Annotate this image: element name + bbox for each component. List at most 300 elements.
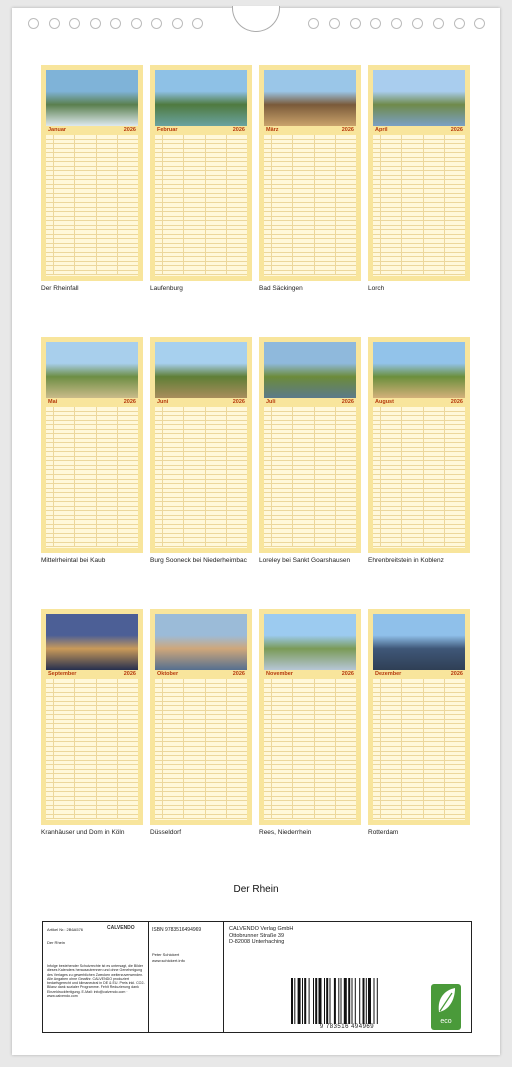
entry-cell (293, 729, 314, 733)
entry-cell (206, 140, 227, 144)
day-cell (264, 783, 272, 787)
entry-cell (206, 171, 227, 175)
month-header (155, 670, 247, 678)
barcode-bar (348, 978, 350, 1024)
entry-cell (293, 770, 314, 774)
entry-cell (75, 756, 96, 760)
entry-cell (402, 262, 423, 266)
month-card-februar (150, 65, 252, 281)
entry-cell (293, 430, 314, 434)
entry-cell (315, 525, 336, 529)
entry-cell (118, 520, 138, 524)
entry-cell (75, 693, 96, 697)
day-cell (46, 697, 54, 701)
entry-cell (272, 761, 293, 765)
entry-cell (75, 525, 96, 529)
day-cell (373, 149, 381, 153)
entry-cell (54, 407, 75, 411)
entry-cell (184, 470, 205, 474)
entry-cell (163, 171, 184, 175)
entry-cell (272, 688, 293, 692)
entry-cell (293, 266, 314, 270)
entry-cell (424, 507, 445, 511)
entry-cell (445, 266, 465, 270)
entry-cell (424, 693, 445, 697)
planner-grid (46, 135, 138, 276)
entry-cell (97, 457, 118, 461)
entry-cell (75, 248, 96, 252)
entry-cell (54, 720, 75, 724)
day-row (373, 271, 465, 276)
entry-cell (206, 212, 227, 216)
entry-cell (163, 167, 184, 171)
day-cell (155, 702, 163, 706)
entry-cell (206, 738, 227, 742)
entry-cell (272, 189, 293, 193)
entry-cell (424, 257, 445, 261)
binding-hole (28, 18, 39, 29)
entry-cell (75, 815, 96, 819)
day-cell (155, 543, 163, 547)
entry-cell (75, 239, 96, 243)
day-cell (264, 484, 272, 488)
entry-cell (445, 171, 465, 175)
entry-cell (118, 498, 138, 502)
day-cell (373, 797, 381, 801)
entry-cell (272, 684, 293, 688)
entry-cell (402, 688, 423, 692)
entry-cell (206, 239, 227, 243)
barcode-bar (366, 978, 367, 1024)
month-header (264, 398, 356, 406)
entry-cell (445, 724, 465, 728)
entry-cell (336, 203, 356, 207)
entry-cell (445, 498, 465, 502)
day-cell (373, 457, 381, 461)
entry-cell (206, 443, 227, 447)
entry-cell (402, 525, 423, 529)
day-cell (46, 498, 54, 502)
barcode-number: 9 783516 494969 (319, 1024, 375, 1030)
entry-cell (206, 729, 227, 733)
entry-cell (163, 466, 184, 470)
entry-cell (402, 171, 423, 175)
photo-caption: Bad Säckingen (259, 285, 303, 292)
entry-cell (402, 461, 423, 465)
month-header (46, 126, 138, 134)
month-name: September (48, 671, 77, 677)
entry-cell (402, 806, 423, 810)
day-cell (373, 144, 381, 148)
entry-cell (402, 443, 423, 447)
month-year: 2026 (450, 399, 463, 405)
entry-cell (381, 194, 402, 198)
entry-cell (315, 684, 336, 688)
entry-cell (75, 461, 96, 465)
entry-cell (381, 266, 402, 270)
entry-cell (336, 430, 356, 434)
entry-cell (163, 412, 184, 416)
entry-cell (315, 470, 336, 474)
entry-cell (445, 271, 465, 275)
entry-cell (272, 756, 293, 760)
entry-cell (445, 461, 465, 465)
entry-cell (227, 475, 247, 479)
day-cell (373, 806, 381, 810)
entry-cell (206, 520, 227, 524)
entry-cell (184, 135, 205, 139)
entry-cell (184, 520, 205, 524)
day-cell (155, 724, 163, 728)
entry-cell (227, 253, 247, 257)
entry-cell (381, 770, 402, 774)
entry-cell (424, 538, 445, 542)
month-header (264, 126, 356, 134)
entry-cell (445, 470, 465, 474)
entry-cell (54, 520, 75, 524)
entry-cell (445, 770, 465, 774)
imprint-left-col (43, 922, 149, 1032)
entry-cell (336, 230, 356, 234)
entry-cell (315, 430, 336, 434)
entry-cell (163, 149, 184, 153)
day-row (46, 815, 138, 820)
entry-cell (445, 742, 465, 746)
entry-cell (336, 774, 356, 778)
day-cell (46, 443, 54, 447)
entry-cell (272, 502, 293, 506)
entry-cell (75, 425, 96, 429)
entry-cell (336, 262, 356, 266)
entry-cell (293, 507, 314, 511)
barcode-bar (368, 978, 371, 1024)
entry-cell (75, 475, 96, 479)
entry-cell (75, 167, 96, 171)
entry-cell (163, 217, 184, 221)
entry-cell (315, 738, 336, 742)
entry-cell (75, 779, 96, 783)
entry-cell (75, 443, 96, 447)
entry-cell (336, 244, 356, 248)
entry-cell (381, 448, 402, 452)
entry-cell (402, 208, 423, 212)
entry-cell (315, 788, 336, 792)
entry-cell (336, 407, 356, 411)
entry-cell (163, 475, 184, 479)
entry-cell (184, 416, 205, 420)
entry-cell (381, 461, 402, 465)
entry-cell (381, 729, 402, 733)
entry-cell (315, 697, 336, 701)
entry-cell (206, 425, 227, 429)
day-cell (264, 221, 272, 225)
day-cell (373, 792, 381, 796)
entry-cell (402, 742, 423, 746)
entry-cell (184, 235, 205, 239)
entry-cell (424, 407, 445, 411)
entry-cell (424, 679, 445, 683)
entry-cell (402, 489, 423, 493)
entry-cell (402, 779, 423, 783)
entry-cell (184, 176, 205, 180)
day-cell (264, 742, 272, 746)
entry-cell (315, 226, 336, 230)
entry-cell (272, 448, 293, 452)
day-cell (46, 752, 54, 756)
entry-cell (184, 742, 205, 746)
day-cell (155, 189, 163, 193)
day-cell (264, 448, 272, 452)
entry-cell (75, 810, 96, 814)
day-cell (264, 480, 272, 484)
day-cell (264, 262, 272, 266)
entry-cell (75, 194, 96, 198)
binding-hole (454, 18, 465, 29)
barcode-bar (302, 978, 303, 1024)
entry-cell (75, 221, 96, 225)
entry-cell (336, 149, 356, 153)
entry-cell (445, 697, 465, 701)
entry-cell (163, 144, 184, 148)
entry-cell (184, 752, 205, 756)
entry-cell (293, 792, 314, 796)
isbn: ISBN 9783516494969 (152, 927, 202, 933)
entry-cell (227, 434, 247, 438)
entry-cell (424, 706, 445, 710)
entry-cell (293, 511, 314, 515)
entry-cell (54, 176, 75, 180)
entry-cell (272, 217, 293, 221)
entry-cell (163, 452, 184, 456)
entry-cell (293, 226, 314, 230)
entry-cell (315, 765, 336, 769)
entry-cell (402, 226, 423, 230)
entry-cell (206, 135, 227, 139)
entry-cell (381, 543, 402, 547)
entry-cell (227, 457, 247, 461)
entry-cell (381, 176, 402, 180)
entry-cell (184, 452, 205, 456)
short-title: Der Rhein (47, 940, 66, 945)
entry-cell (293, 185, 314, 189)
entry-cell (118, 774, 138, 778)
entry-cell (293, 244, 314, 248)
entry-cell (206, 262, 227, 266)
entry-cell (75, 271, 96, 275)
entry-cell (227, 733, 247, 737)
day-cell (155, 439, 163, 443)
entry-cell (315, 244, 336, 248)
entry-cell (227, 729, 247, 733)
entry-cell (315, 801, 336, 805)
entry-cell (336, 171, 356, 175)
month-card-november (259, 609, 361, 825)
entry-cell (293, 779, 314, 783)
day-cell (373, 742, 381, 746)
entry-cell (336, 489, 356, 493)
entry-cell (293, 715, 314, 719)
barcode-bar (315, 978, 317, 1024)
entry-cell (293, 765, 314, 769)
entry-cell (315, 742, 336, 746)
entry-cell (206, 153, 227, 157)
entry-cell (402, 185, 423, 189)
entry-cell (97, 520, 118, 524)
day-cell (155, 774, 163, 778)
entry-cell (163, 416, 184, 420)
entry-cell (54, 185, 75, 189)
entry-cell (206, 235, 227, 239)
entry-cell (163, 221, 184, 225)
entry-cell (315, 693, 336, 697)
entry-cell (206, 480, 227, 484)
day-cell (155, 525, 163, 529)
entry-cell (424, 765, 445, 769)
day-cell (46, 203, 54, 207)
day-cell (46, 738, 54, 742)
entry-cell (184, 738, 205, 742)
entry-cell (336, 248, 356, 252)
entry-cell (402, 770, 423, 774)
entry-cell (97, 702, 118, 706)
entry-cell (424, 697, 445, 701)
entry-cell (272, 498, 293, 502)
day-cell (264, 208, 272, 212)
day-cell (373, 752, 381, 756)
entry-cell (75, 244, 96, 248)
day-cell (264, 715, 272, 719)
day-cell (155, 144, 163, 148)
entry-cell (75, 502, 96, 506)
entry-cell (315, 543, 336, 547)
entry-cell (315, 484, 336, 488)
entry-cell (424, 779, 445, 783)
entry-cell (272, 729, 293, 733)
entry-cell (184, 421, 205, 425)
entry-cell (54, 706, 75, 710)
month-card-märz (259, 65, 361, 281)
entry-cell (227, 484, 247, 488)
day-cell (155, 430, 163, 434)
entry-cell (184, 720, 205, 724)
entry-cell (272, 194, 293, 198)
entry-cell (118, 412, 138, 416)
day-cell (46, 162, 54, 166)
entry-cell (54, 457, 75, 461)
entry-cell (118, 543, 138, 547)
day-cell (264, 407, 272, 411)
entry-cell (97, 724, 118, 728)
entry-cell (206, 702, 227, 706)
day-cell (264, 149, 272, 153)
day-cell (373, 729, 381, 733)
entry-cell (75, 529, 96, 533)
entry-cell (424, 711, 445, 715)
entry-cell (118, 679, 138, 683)
entry-cell (75, 257, 96, 261)
article-number: Artikel Nr.: 2B6A576 (47, 927, 84, 932)
entry-cell (163, 266, 184, 270)
day-cell (46, 248, 54, 252)
entry-cell (75, 507, 96, 511)
entry-cell (445, 792, 465, 796)
entry-cell (75, 729, 96, 733)
entry-cell (315, 529, 336, 533)
entry-cell (445, 176, 465, 180)
entry-cell (227, 498, 247, 502)
day-cell (373, 244, 381, 248)
entry-cell (381, 226, 402, 230)
entry-cell (118, 770, 138, 774)
day-cell (373, 715, 381, 719)
day-cell (46, 149, 54, 153)
day-cell (264, 543, 272, 547)
month-name: August (375, 399, 394, 405)
day-cell (373, 711, 381, 715)
entry-cell (97, 266, 118, 270)
entry-cell (227, 529, 247, 533)
entry-cell (315, 756, 336, 760)
entry-cell (75, 498, 96, 502)
entry-cell (118, 226, 138, 230)
entry-cell (97, 230, 118, 234)
entry-cell (445, 756, 465, 760)
day-cell (46, 493, 54, 497)
entry-cell (381, 217, 402, 221)
entry-cell (163, 248, 184, 252)
entry-cell (272, 434, 293, 438)
day-cell (46, 543, 54, 547)
entry-cell (118, 516, 138, 520)
entry-cell (315, 806, 336, 810)
entry-cell (118, 180, 138, 184)
entry-cell (206, 688, 227, 692)
day-cell (264, 761, 272, 765)
entry-cell (206, 724, 227, 728)
entry-cell (54, 774, 75, 778)
day-cell (373, 783, 381, 787)
day-cell (46, 226, 54, 230)
entry-cell (227, 525, 247, 529)
entry-cell (424, 702, 445, 706)
entry-cell (163, 271, 184, 275)
entry-cell (206, 221, 227, 225)
entry-cell (97, 185, 118, 189)
entry-cell (97, 742, 118, 746)
day-cell (373, 135, 381, 139)
entry-cell (424, 416, 445, 420)
entry-cell (293, 493, 314, 497)
day-cell (264, 248, 272, 252)
entry-cell (75, 543, 96, 547)
day-cell (373, 747, 381, 751)
entry-cell (445, 262, 465, 266)
day-cell (155, 208, 163, 212)
day-cell (264, 176, 272, 180)
entry-cell (445, 212, 465, 216)
entry-cell (227, 452, 247, 456)
entry-cell (75, 761, 96, 765)
entry-cell (293, 176, 314, 180)
entry-cell (118, 511, 138, 515)
month-year: 2026 (341, 127, 354, 133)
entry-cell (315, 475, 336, 479)
entry-cell (445, 221, 465, 225)
day-cell (46, 538, 54, 542)
day-cell (373, 167, 381, 171)
day-cell (264, 466, 272, 470)
entry-cell (293, 480, 314, 484)
